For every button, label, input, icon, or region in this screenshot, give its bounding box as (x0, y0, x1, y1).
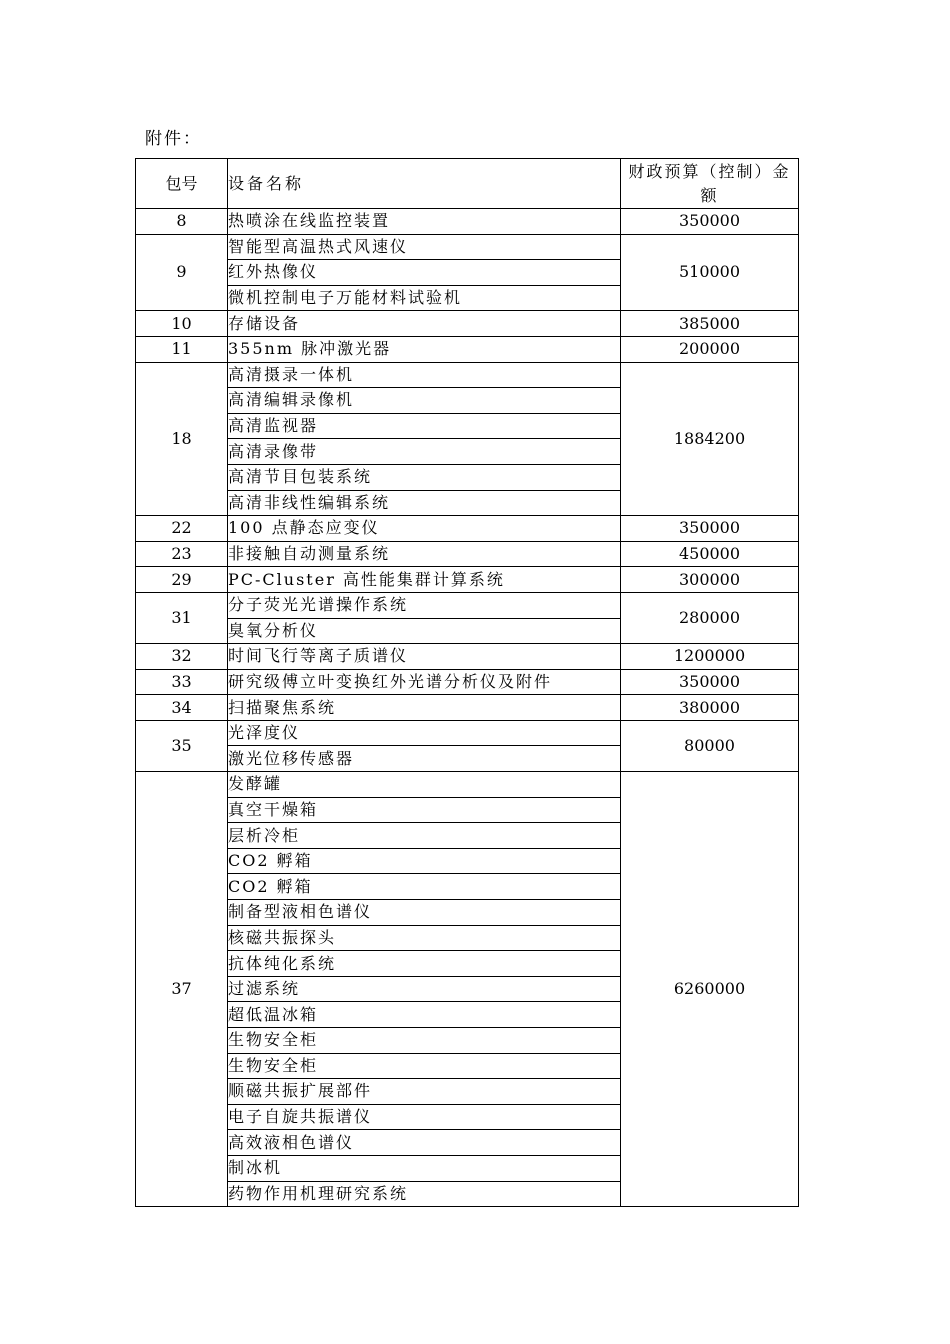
package-number-cell: 22 (136, 516, 228, 542)
equipment-name-cell: 制备型液相色谱仪 (228, 900, 621, 926)
equipment-name-cell: 电子自旋共振谱仪 (228, 1104, 621, 1130)
package-number-cell: 10 (136, 311, 228, 337)
equipment-name-cell: 高效液相色谱仪 (228, 1130, 621, 1156)
table-row (136, 644, 799, 670)
package-number-cell: 32 (136, 644, 228, 670)
header-equipment-name: 设备名称 (228, 159, 621, 209)
equipment-name-cell: PC-Cluster 高性能集群计算系统 (228, 567, 621, 593)
table-row (136, 592, 799, 618)
equipment-name-cell: 高清节目包装系统 (228, 464, 621, 490)
equipment-name-cell: 激光位移传感器 (228, 746, 621, 772)
equipment-name-cell: 100 点静态应变仪 (228, 516, 621, 542)
package-number-cell: 11 (136, 336, 228, 362)
budget-amount-cell: 280000 (621, 592, 799, 643)
equipment-name-cell: 红外热像仪 (228, 260, 621, 286)
budget-amount-cell: 385000 (621, 311, 799, 337)
package-number-cell: 18 (136, 362, 228, 516)
equipment-name-cell: 臭氧分析仪 (228, 618, 621, 644)
equipment-name-cell: 层析冷柜 (228, 823, 621, 849)
budget-amount-cell: 350000 (621, 516, 799, 542)
budget-amount-cell: 380000 (621, 695, 799, 721)
equipment-name-cell: 生物安全柜 (228, 1028, 621, 1054)
package-number-cell: 29 (136, 567, 228, 593)
table-row (136, 772, 799, 798)
equipment-name-cell: 制冰机 (228, 1155, 621, 1181)
equipment-name-cell: 核磁共振探头 (228, 925, 621, 951)
budget-amount-cell: 300000 (621, 567, 799, 593)
equipment-name-cell: CO2 孵箱 (228, 848, 621, 874)
header-package-number: 包号 (136, 159, 228, 209)
budget-amount-cell: 350000 (621, 209, 799, 235)
budget-amount-cell: 1200000 (621, 644, 799, 670)
table-row (136, 720, 799, 746)
equipment-name-cell: 扫描聚焦系统 (228, 695, 621, 721)
package-number-cell: 33 (136, 669, 228, 695)
header-budget-amount: 财政预算（控制）金额 (621, 159, 799, 209)
equipment-name-cell: 时间飞行等离子质谱仪 (228, 644, 621, 670)
package-number-cell: 23 (136, 541, 228, 567)
equipment-name-cell: 高清编辑录像机 (228, 388, 621, 414)
table-row (136, 362, 799, 388)
package-number-cell: 9 (136, 234, 228, 311)
budget-amount-cell: 200000 (621, 336, 799, 362)
equipment-name-cell: 热喷涂在线监控装置 (228, 209, 621, 235)
equipment-name-cell: 分子荧光光谱操作系统 (228, 592, 621, 618)
table-row (136, 541, 799, 567)
equipment-name-cell: 非接触自动测量系统 (228, 541, 621, 567)
equipment-budget-table (135, 158, 799, 1207)
package-number-cell: 31 (136, 592, 228, 643)
table-row (136, 669, 799, 695)
table-row (136, 209, 799, 235)
equipment-name-cell: CO2 孵箱 (228, 874, 621, 900)
equipment-name-cell: 真空干燥箱 (228, 797, 621, 823)
budget-amount-cell: 450000 (621, 541, 799, 567)
budget-amount-cell: 350000 (621, 669, 799, 695)
equipment-name-cell: 光泽度仪 (228, 720, 621, 746)
table-row (136, 311, 799, 337)
package-number-cell: 37 (136, 772, 228, 1207)
package-number-cell: 35 (136, 720, 228, 771)
table-header-row (136, 159, 799, 209)
equipment-name-cell: 高清监视器 (228, 413, 621, 439)
equipment-name-cell: 高清摄录一体机 (228, 362, 621, 388)
package-number-cell: 34 (136, 695, 228, 721)
budget-amount-cell: 6260000 (621, 772, 799, 1207)
equipment-name-cell: 药物作用机理研究系统 (228, 1181, 621, 1207)
budget-amount-cell: 80000 (621, 720, 799, 771)
package-number-cell: 8 (136, 209, 228, 235)
equipment-name-cell: 高清录像带 (228, 439, 621, 465)
attachment-heading: 附件： (145, 129, 202, 149)
table-row (136, 516, 799, 542)
equipment-name-cell: 355nm 脉冲激光器 (228, 336, 621, 362)
equipment-name-cell: 微机控制电子万能材料试验机 (228, 285, 621, 311)
table-row (136, 234, 799, 260)
equipment-name-cell: 超低温冰箱 (228, 1002, 621, 1028)
equipment-name-cell: 生物安全柜 (228, 1053, 621, 1079)
budget-amount-cell: 510000 (621, 234, 799, 311)
equipment-name-cell: 存储设备 (228, 311, 621, 337)
equipment-name-cell: 顺磁共振扩展部件 (228, 1079, 621, 1105)
equipment-name-cell: 过滤系统 (228, 976, 621, 1002)
equipment-name-cell: 研究级傅立叶变换红外光谱分析仪及附件 (228, 669, 621, 695)
equipment-name-cell: 发酵罐 (228, 772, 621, 798)
budget-amount-cell: 1884200 (621, 362, 799, 516)
table-row (136, 567, 799, 593)
equipment-name-cell: 高清非线性编辑系统 (228, 490, 621, 516)
table-row (136, 695, 799, 721)
table-row (136, 336, 799, 362)
equipment-name-cell: 抗体纯化系统 (228, 951, 621, 977)
equipment-name-cell: 智能型高温热式风速仪 (228, 234, 621, 260)
